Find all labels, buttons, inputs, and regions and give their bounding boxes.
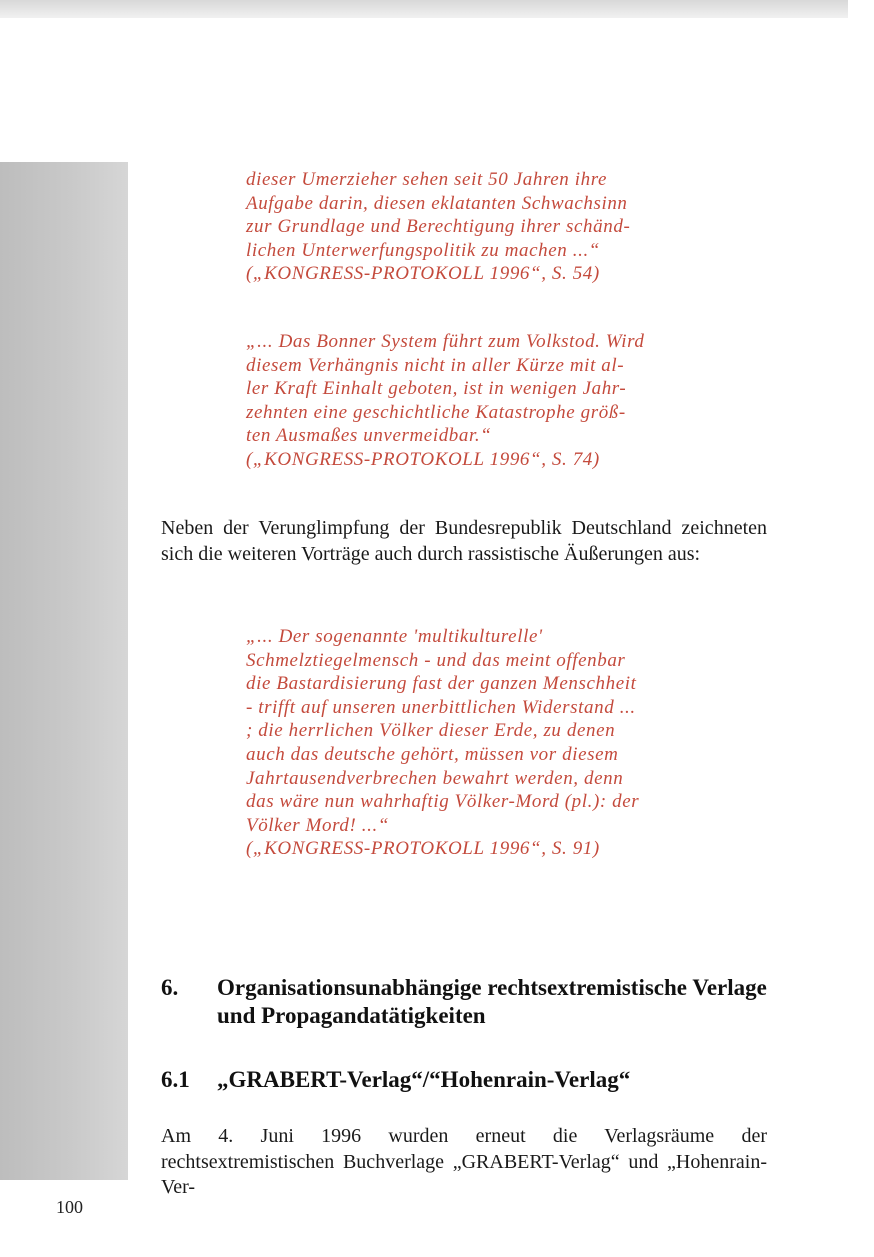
quote-source: („KONGRESS-PROTOKOLL 1996“, S. 54) (246, 263, 600, 285)
section-number: 6.1 (161, 1067, 190, 1092)
quote-line: lichen Unterwerfungspolitik zu machen ...“ (246, 239, 600, 261)
quote-source: („KONGRESS-PROTOKOLL 1996“, S. 74) (246, 448, 600, 470)
quote-block-2 (246, 330, 676, 472)
quote-line: - trifft auf unseren unerbittlichen Widerstand ... (246, 696, 636, 718)
page-number: 100 (56, 1197, 83, 1217)
quote-block-3 (246, 625, 676, 861)
quote-line: das wäre nun wahrhaftig Völker-Mord (pl.): der (246, 791, 640, 813)
quote-line: Aufgabe darin, diesen eklatanten Schwachsinn (246, 192, 628, 214)
quote-line: auch das deutsche gehört, müssen vor diesem (246, 743, 619, 765)
quote-line: zehnten eine geschichtliche Katastrophe größ- (246, 401, 626, 423)
quote-line: ler Kraft Einhalt geboten, ist in wenigen Jahr- (246, 378, 627, 400)
quote-line: diesem Verhängnis nicht in aller Kürze mit al- (246, 354, 625, 376)
quote-line: dieser Umerzieher sehen seit 50 Jahren ihre (246, 169, 608, 190)
section-number: 6. (161, 975, 179, 1000)
body-paragraph-2: Am 4. Juni 1996 wurden erneut die Verlagsräume der rechtsextremistischen Buchverlage „GRABERT-Verlag“ und „Hohenrain-Ver- (161, 1125, 767, 1198)
quote-line: Schmelztiegelmensch - und das meint offenbar (246, 649, 626, 671)
quote-line: „... Das Bonner System führt zum Volkstod. Wird (246, 331, 645, 352)
quote-line: Jahrtausendverbrechen bewahrt werden, denn (246, 767, 624, 789)
quote-source: („KONGRESS-PROTOKOLL 1996“, S. 91) (246, 838, 600, 860)
quote-line: die Bastardisierung fast der ganzen Menschheit (246, 673, 637, 695)
quote-line: ten Ausmaßes unvermeidbar.“ (246, 425, 492, 447)
quote-line: ; die herrlichen Völker dieser Erde, zu denen (246, 720, 616, 742)
quote-line: zur Grundlage und Berechtigung ihrer schänd- (246, 216, 631, 238)
scan-top-edge (0, 0, 848, 18)
quote-block-1 (246, 168, 676, 286)
section-title: „GRABERT-Verlag“/“Hohenrain-Verlag“ (217, 1067, 631, 1092)
quote-line: Völker Mord! ...“ (246, 814, 390, 836)
body-paragraph-1: Neben der Verunglimpfung der Bundesrepublik Deutschland zeichneten sich die weiteren Vorträge auch durch rassistische Äußerungen aus: (161, 517, 767, 565)
section-title: Organisationsunabhängige rechtsextremistische Verlage und Propagandatätigkeiten (217, 975, 767, 1028)
quote-line: „... Der sogenannte 'multikulturelle' (246, 626, 543, 647)
page-margin-bar (0, 162, 128, 1180)
